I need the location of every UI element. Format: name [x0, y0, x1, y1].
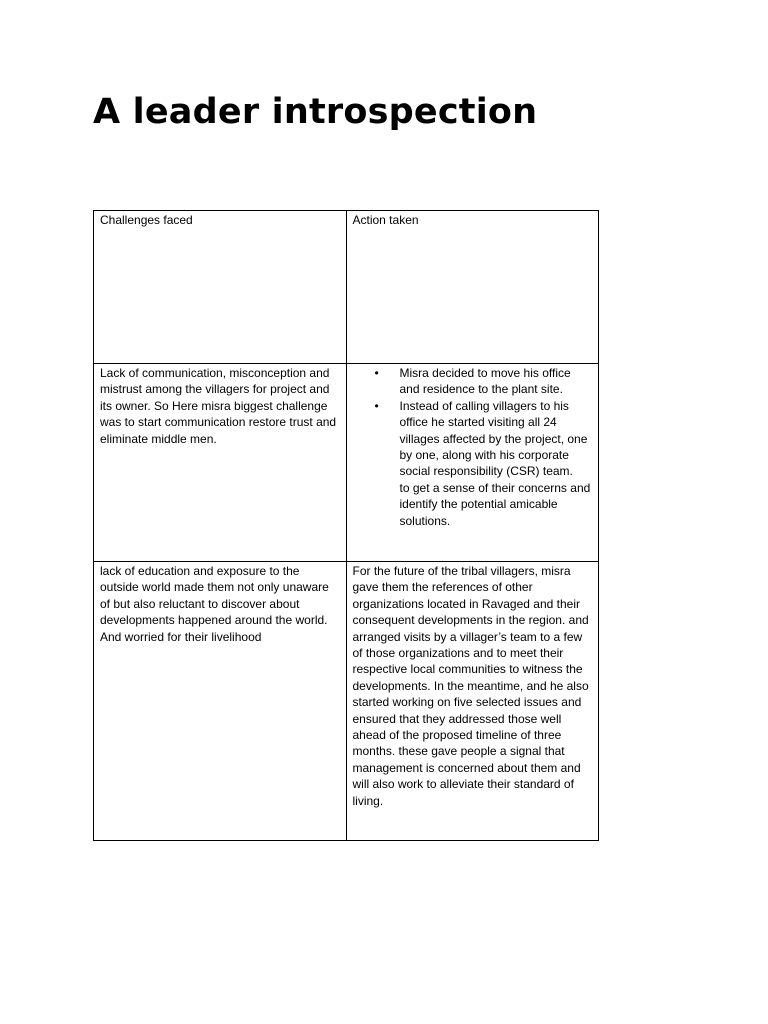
- challenge-text: Lack of communication, misconception and mistrust among the villagers for project and its owner. So Here misra biggest challenge was to start communication restore trust and eliminate middle men.: [100, 366, 337, 446]
- action-bullet-text: Instead of calling villagers to his office he started visiting all 24 villages affected by the project, one by one, along with his corporate social responsibility (CSR) team.: [399, 398, 588, 479]
- action-bullet-list: [353, 365, 594, 480]
- challenge-cell: [94, 364, 347, 562]
- header-challenges-label: Challenges faced: [100, 213, 193, 227]
- list-item: [353, 365, 594, 398]
- challenge-text: lack of education and exposure to the outside world made them not only unaware of but also reluctant to discover about developments happened around the world. And worried for their livelihood: [100, 564, 329, 644]
- challenge-cell: [94, 562, 347, 841]
- page-title: A leader introspection: [93, 92, 538, 132]
- action-text: For the future of the tribal villagers, misra gave them the references of other organizations located in Ravaged and their consequent developments in the region. and arranged visits by a villager’s team to a few of those organizations and to meet their respective local communities to witness the developments. In the meantime, and he also started working on five selected issues and ensured that they addressed those well ahead of the proposed timeline of three months. these gave people a signal that management is concerned about them and will also work to alleviate their standard of living.: [352, 564, 589, 808]
- list-item: [353, 398, 594, 480]
- table-row: [94, 562, 599, 841]
- table-row: [94, 364, 599, 562]
- action-cell: [346, 562, 599, 841]
- bullet-icon: •: [374, 398, 379, 413]
- challenges-actions-table: [93, 210, 599, 841]
- bullet-icon: •: [374, 366, 379, 380]
- header-cell-challenges: [94, 211, 347, 364]
- table-header-row: [94, 211, 599, 364]
- header-actions-label: Action taken: [352, 213, 419, 227]
- action-cell: [346, 364, 599, 562]
- header-cell-actions: [346, 211, 599, 364]
- action-bullet-text: Misra decided to move his office and residence to the plant site.: [399, 366, 571, 397]
- action-followup-text: to get a sense of their concerns and identify the potential amicable solutions.: [399, 480, 591, 528]
